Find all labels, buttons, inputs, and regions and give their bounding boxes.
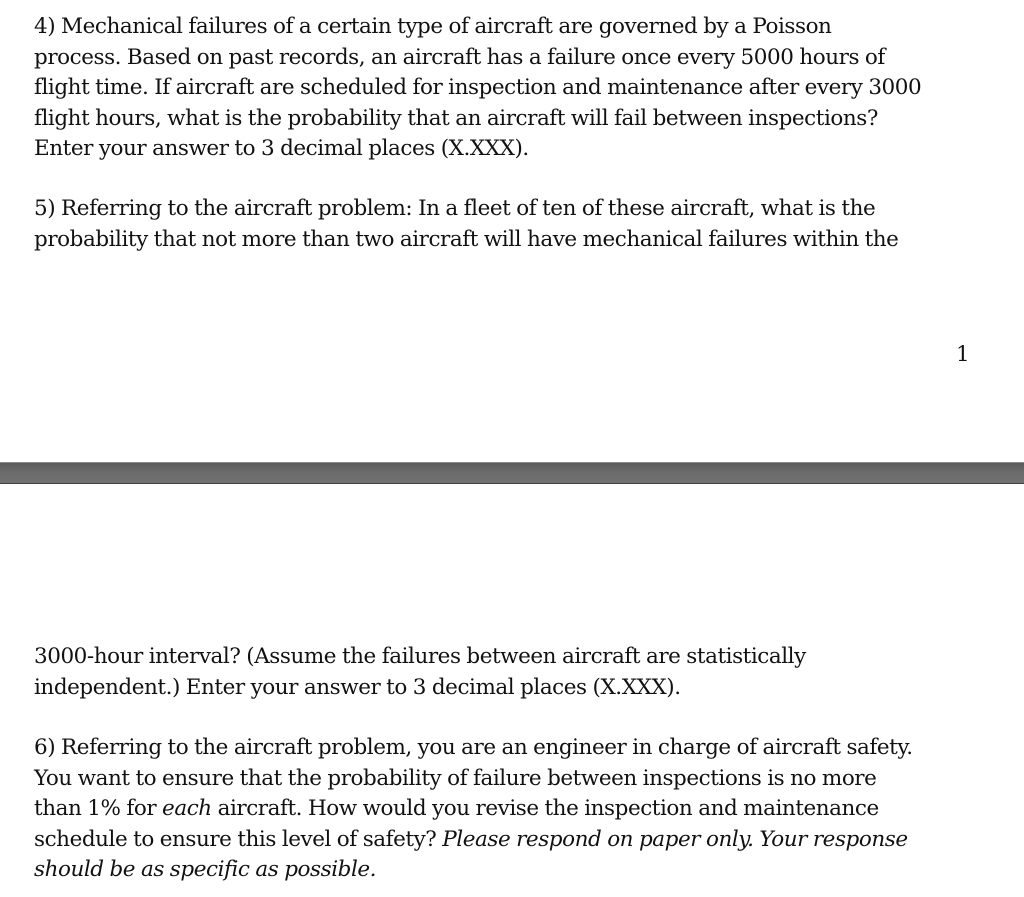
- emphasis-each: each: [162, 796, 212, 821]
- question-6: [34, 733, 994, 886]
- question-5-line: 3000-hour interval? (Assume the failures between aircraft are statistically: [34, 644, 806, 669]
- response-instruction: should be as specific as possible.: [34, 857, 377, 882]
- question-5-line: independent.) Enter your answer to 3 decimal places (X.XXX).: [34, 674, 681, 700]
- question-5-line: probability that not more than two aircraft will have mechanical failures within the: [34, 226, 899, 252]
- question-6-line: [34, 825, 994, 856]
- question-4-line: flight time. If aircraft are scheduled for inspection and maintenance after every 3000: [34, 75, 922, 100]
- question-5-end: [34, 642, 994, 703]
- question-5-start: [34, 194, 994, 255]
- question-4: [34, 12, 994, 165]
- question-5-line: 5) Referring to the aircraft problem: In a fleet of ten of these aircraft, what is the: [34, 196, 876, 221]
- question-4-line: flight hours, what is the probability that an aircraft will fail between inspections?: [34, 105, 878, 131]
- question-6-line: 6) Referring to the aircraft problem, you are an engineer in charge of aircraft safety.: [34, 735, 913, 760]
- question-4-line: process. Based on past records, an aircraft has a failure once every 5000 hours of: [34, 44, 885, 70]
- response-instruction: Please respond on paper only. Your response: [442, 826, 908, 852]
- question-6-text: than 1% for: [34, 796, 163, 821]
- question-4-line: 4) Mechanical failures of a certain type of aircraft are governed by a Poisson: [34, 14, 832, 39]
- question-4-line: Enter your answer to 3 decimal places (X.XXX).: [34, 136, 529, 161]
- question-6-text: schedule to ensure this level of safety?: [34, 826, 443, 852]
- question-6-line: You want to ensure that the probability of failure between inspections is no more: [34, 765, 877, 791]
- page-separator: [0, 462, 1024, 484]
- page-number: 1: [956, 342, 970, 367]
- question-6-line: [34, 794, 994, 825]
- question-6-text: aircraft. How would you revise the inspection and maintenance: [211, 796, 879, 821]
